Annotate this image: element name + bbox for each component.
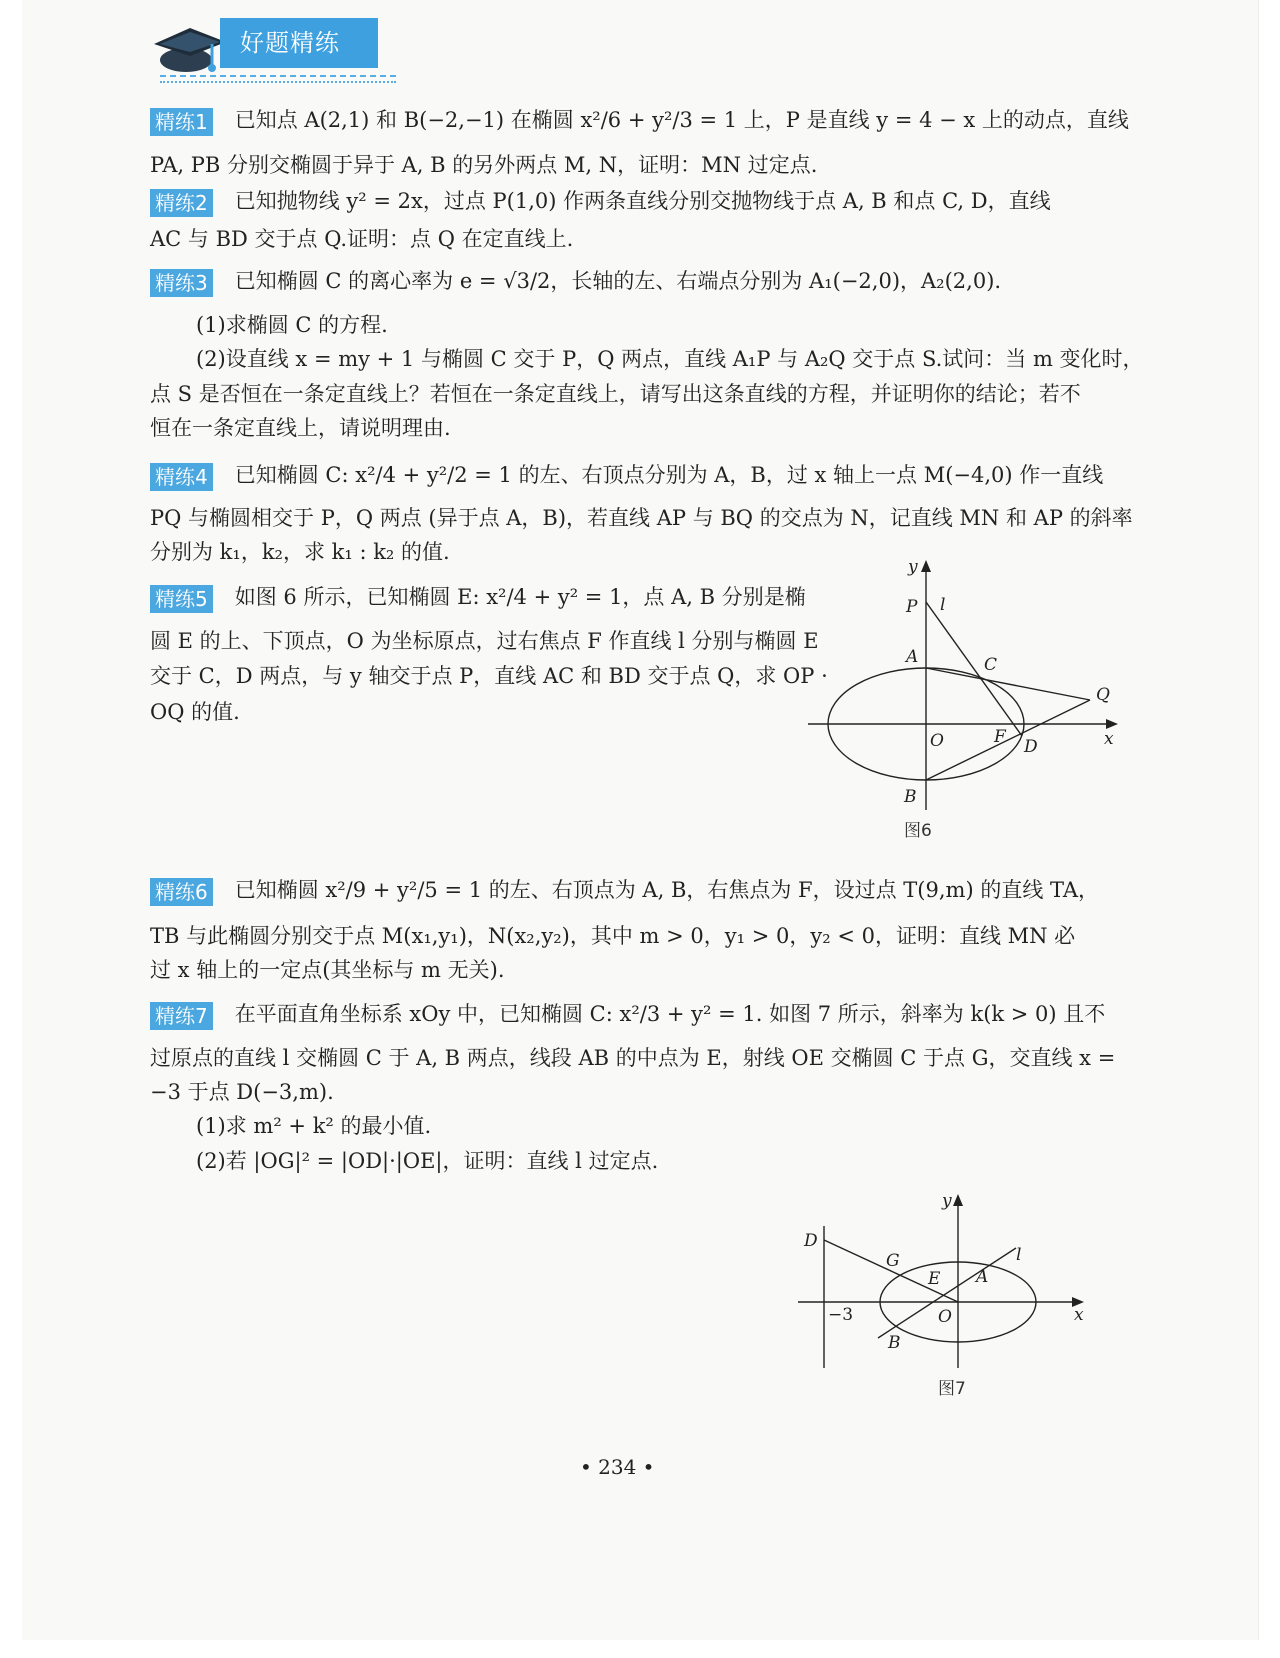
problem-1-line-2: PA, PB 分别交椭圆于异于 A, B 的另外两点 M, N，证明：MN 过定点. xyxy=(150,153,818,177)
label-B: B xyxy=(888,1333,901,1353)
section-header xyxy=(150,14,400,84)
problem-tag: 精练5 xyxy=(150,585,213,613)
label-l: l xyxy=(940,595,946,615)
label-D: D xyxy=(804,1231,818,1251)
label-P: P xyxy=(906,597,918,617)
problem-tag: 精练6 xyxy=(150,878,213,906)
label-D: D xyxy=(1024,737,1038,757)
label-F: F xyxy=(994,727,1006,747)
problem-3-line-1: 精练3 已知椭圆 C 的离心率为 e = √3/2，长轴的左、右端点分别为 A₁(−2,0)，A₂(2,0). xyxy=(150,267,1001,297)
label-x: x xyxy=(1074,1305,1084,1325)
header-divider xyxy=(160,75,396,77)
label-G: G xyxy=(886,1251,900,1271)
header-divider-dotted xyxy=(160,81,396,83)
problem-tag: 精练4 xyxy=(150,463,213,491)
label-C: C xyxy=(984,655,998,675)
problem-5-line-4: OQ 的值. xyxy=(150,700,240,724)
problem-5-line-1: 精练5 如图 6 所示，已知椭圆 E: x²/4 + y² = 1，点 A, B 分别是椭 xyxy=(150,583,806,613)
problem-1-line-1: 精练1 已知点 A(2,1) 和 B(−2,−1) 在椭圆 x²/6 + y²/3 = 1 上，P 是直线 y = 4 − x 上的动点，直线 xyxy=(150,106,1129,136)
problem-5-line-2: 圆 E 的上、下顶点，O 为坐标原点，过右焦点 F 作直线 l 分别与椭圆 E xyxy=(150,629,819,653)
problem-7-line-4: (1)求 m² + k² 的最小值. xyxy=(196,1114,432,1138)
section-title: 好题精练 xyxy=(220,18,378,68)
problem-7-line-5: (2)若 |OG|² = |OD|·|OE|，证明：直线 l 过定点. xyxy=(196,1149,659,1173)
problem-3-line-5: 恒在一条定直线上，请说明理由. xyxy=(150,416,451,440)
label-y: y xyxy=(942,1191,952,1211)
problem-4-line-2: PQ 与椭圆相交于 P，Q 两点 (异于点 A，B)，若直线 AP 与 BQ 的交点为 N，记直线 MN 和 AP 的斜率 xyxy=(150,506,1133,530)
problem-2-line-1: 精练2 已知抛物线 y² = 2x，过点 P(1,0) 作两条直线分别交抛物线于点 A, B 和点 C, D，直线 xyxy=(150,187,1051,217)
line-AQ xyxy=(926,668,1090,700)
problem-3-line-3: (2)设直线 x = my + 1 与椭圆 C 交于 P，Q 两点，直线 A₁P 与 A₂Q 交于点 S.试问：当 m 变化时， xyxy=(196,347,1144,371)
graduation-cap-icon xyxy=(150,20,230,80)
label-E: E xyxy=(928,1269,941,1289)
problem-7-line-1: 精练7 在平面直角坐标系 xOy 中，已知椭圆 C: x²/3 + y² = 1. 如图 7 所示，斜率为 k(k > 0) 且不 xyxy=(150,1000,1105,1030)
figure-7-caption: 图7 xyxy=(938,1379,966,1399)
problem-2-line-2: AC 与 BD 交于点 Q.证明：点 Q 在定直线上. xyxy=(150,227,574,251)
problem-tag: 精练3 xyxy=(150,269,213,297)
label-A: A xyxy=(976,1267,989,1287)
label-l: l xyxy=(1016,1245,1022,1265)
figure-6-caption: 图6 xyxy=(904,821,932,841)
problem-7-line-2: 过原点的直线 l 交椭圆 C 于 A, B 两点，线段 AB 的中点为 E，射线 OE 交椭圆 C 于点 G，交直线 x = xyxy=(150,1046,1116,1070)
problem-5-line-3: 交于 C，D 两点，与 y 轴交于点 P，直线 AC 和 BD 交于点 Q，求 OP · xyxy=(150,664,828,688)
line-BQ xyxy=(926,700,1090,780)
label-neg3: −3 xyxy=(828,1305,854,1325)
label-x: x xyxy=(1104,729,1114,749)
problem-7-line-3: −3 于点 D(−3,m). xyxy=(150,1080,334,1104)
problem-4-line-3: 分别为 k₁，k₂，求 k₁ : k₂ 的值. xyxy=(150,540,450,564)
problem-6-line-2: TB 与此椭圆分别交于点 M(x₁,y₁)，N(x₂,y₂)，其中 m > 0，y₁ > 0，y₂ < 0，证明：直线 MN 必 xyxy=(150,924,1076,948)
label-O: O xyxy=(938,1307,952,1327)
figure-6-diagram xyxy=(800,552,1130,822)
problem-6-line-1: 精练6 已知椭圆 x²/9 + y²/5 = 1 的左、右顶点为 A, B，右焦点为 F，设过点 T(9,m) 的直线 TA， xyxy=(150,876,1099,906)
problem-6-line-3: 过 x 轴上的一定点(其坐标与 m 无关). xyxy=(150,958,505,982)
figure-7-diagram xyxy=(790,1190,1100,1375)
problem-tag: 精练7 xyxy=(150,1002,213,1030)
problem-tag: 精练2 xyxy=(150,189,213,217)
problem-3-line-2: (1)求椭圆 C 的方程. xyxy=(196,313,388,337)
label-B: B xyxy=(904,787,917,807)
label-A: A xyxy=(906,647,919,667)
problem-tag: 精练1 xyxy=(150,108,213,136)
problem-4-line-1: 精练4 已知椭圆 C: x²/4 + y²/2 = 1 的左、右顶点分别为 A，B，过 x 轴上一点 M(−4,0) 作一直线 xyxy=(150,461,1103,491)
problem-3-line-4: 点 S 是否恒在一条定直线上？若恒在一条定直线上，请写出这条直线的方程，并证明你的结论；若不 xyxy=(150,382,1081,406)
page-number: • 234 • xyxy=(580,1455,655,1479)
label-y: y xyxy=(908,557,918,577)
label-Q: Q xyxy=(1096,685,1110,705)
label-O: O xyxy=(930,731,944,751)
